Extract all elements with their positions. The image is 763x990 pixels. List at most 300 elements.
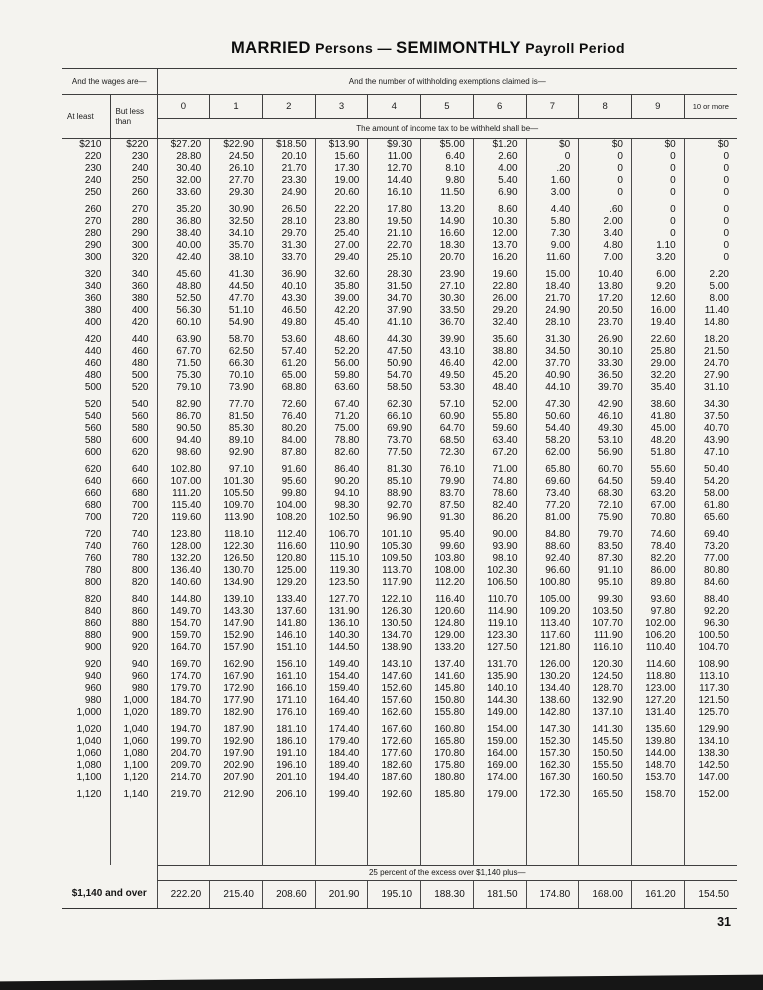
cell-tax-amount: 21.10 [368,228,421,240]
cell-tax-amount: 52.50 [157,293,210,305]
cell-tax-amount: 58.50 [368,382,421,394]
cell-tax-amount: 92.20 [684,606,737,618]
table-row [62,789,737,801]
cell-tax-amount: 12.60 [631,293,684,305]
cell-tax-amount: 15.00 [526,269,579,281]
cell-tax-amount: 212.90 [210,789,263,801]
cell-tax-amount: 92.40 [526,553,579,565]
cell-wage-at-least: 230 [84,163,102,174]
cell-tax-amount: 90.50 [157,423,210,435]
cell-tax-amount: 21.50 [684,346,737,358]
cell-tax-amount: 157.60 [368,695,421,707]
table-row [62,476,737,488]
cell-tax-amount: 85.10 [368,476,421,488]
cell-tax-amount: 98.30 [315,500,368,512]
cell-tax-amount: 126.30 [368,606,421,618]
cell-tax-amount: 17.20 [579,293,632,305]
cell-tax-amount: 47.50 [368,346,421,358]
cell-tax-amount: 46.50 [262,305,315,317]
cell-tax-amount: 90.00 [473,529,526,541]
cell-tax-amount: 77.50 [368,447,421,459]
cell-tax-amount: 100.80 [526,577,579,589]
cell-tax-amount: 11.00 [368,151,421,163]
cell-wage-less-than: 520 [110,382,157,394]
cell-tax-amount: 52.00 [473,399,526,411]
cell-tax-amount: 20.50 [579,305,632,317]
cell-tax-amount: 28.10 [262,216,315,228]
cell-tax-amount: 179.70 [157,683,210,695]
cell-tax-amount: 9.80 [421,175,474,187]
spacer-cell [368,801,421,865]
cell-tax-amount: 103.80 [421,553,474,565]
cell-tax-amount: $0 [579,139,632,152]
cell-wage-less-than: 270 [110,204,157,216]
cell-tax-amount: 117.60 [526,630,579,642]
cell-tax-amount: 33.50 [421,305,474,317]
cell-tax-amount: 87.80 [262,447,315,459]
cell-tax-amount: 48.20 [631,435,684,447]
cell-tax-amount: 64.50 [579,476,632,488]
cell-tax-amount: 170.80 [421,748,474,760]
cell-tax-amount: 181.10 [262,724,315,736]
cell-tax-amount: 101.10 [368,529,421,541]
cell-tax-amount: 50.60 [526,411,579,423]
cell-tax-amount: 194.40 [315,772,368,784]
cell-tax-amount: 28.10 [526,317,579,329]
cell-tax-amount: 125.70 [684,707,737,719]
cell-tax-amount: 41.30 [210,269,263,281]
cell-tax-amount: 88.40 [684,594,737,606]
cell-tax-amount: 22.70 [368,240,421,252]
cell-tax-amount: 134.70 [368,630,421,642]
cell-tax-amount: 75.30 [157,370,210,382]
cell-tax-amount: .20 [526,163,579,175]
cell-tax-amount: 172.90 [210,683,263,695]
cell-tax-amount: 16.20 [473,252,526,264]
cell-tax-amount: 73.90 [210,382,263,394]
cell-tax-amount: 0 [684,163,737,175]
cell-wage-less-than: 280 [110,216,157,228]
cell-tax-amount: 32.20 [631,370,684,382]
cell-tax-amount: 95.10 [579,577,632,589]
cell-tax-amount: 154.40 [315,671,368,683]
cell-tax-amount: 47.30 [526,399,579,411]
cell-tax-amount: 147.00 [684,772,737,784]
cell-wage-at-least: 480 [84,370,102,381]
cell-wage-less-than: 560 [110,411,157,423]
cell-tax-amount: 123.30 [473,630,526,642]
cell-wage-at-least: 620 [84,464,102,475]
cell-tax-amount: 96.30 [684,618,737,630]
cell-wage-less-than: 420 [110,317,157,329]
table-row [62,423,737,435]
cell-wage-at-least: 700 [84,512,102,523]
cell-tax-amount: 59.40 [631,476,684,488]
cell-tax-amount: 8.00 [684,293,737,305]
cell-tax-amount: 113.10 [684,671,737,683]
cell-tax-amount: 91.30 [421,512,474,524]
cell-tax-amount: 44.30 [368,334,421,346]
cell-tax-amount: 157.90 [210,642,263,654]
cell-tax-amount: 99.30 [579,594,632,606]
cell-tax-amount: 32.50 [210,216,263,228]
cell-tax-amount: 101.30 [210,476,263,488]
footer-tax-amount: 201.90 [315,880,368,908]
cell-tax-amount: 177.90 [210,695,263,707]
cell-tax-amount: 98.10 [473,553,526,565]
cell-tax-amount: 0 [579,187,632,199]
cell-tax-amount: 12.70 [368,163,421,175]
cell-tax-amount: 138.90 [368,642,421,654]
cell-tax-amount: 63.40 [473,435,526,447]
cell-tax-amount: 93.90 [473,541,526,553]
cell-tax-amount: 95.60 [262,476,315,488]
cell-tax-amount: 63.90 [157,334,210,346]
cell-tax-amount: 0 [579,151,632,163]
cell-tax-amount: 184.40 [315,748,368,760]
cell-tax-amount: 113.70 [368,565,421,577]
cell-tax-amount: 125.00 [262,565,315,577]
cell-tax-amount: $13.90 [315,139,368,152]
cell-tax-amount: 48.60 [315,334,368,346]
cell-tax-amount: 33.70 [262,252,315,264]
cell-wage-at-least: 360 [84,293,102,304]
cell-tax-amount: 51.10 [210,305,263,317]
cell-tax-amount: 67.70 [157,346,210,358]
cell-tax-amount: 29.70 [262,228,315,240]
cell-tax-amount: 149.00 [473,707,526,719]
cell-tax-amount: 194.70 [157,724,210,736]
cell-wage-less-than: 400 [110,305,157,317]
cell-wage-at-least: 380 [84,305,102,316]
cell-tax-amount: 13.20 [421,204,474,216]
cell-tax-amount: 39.90 [421,334,474,346]
cell-tax-amount: 147.60 [368,671,421,683]
cell-tax-amount: 39.00 [315,293,368,305]
cell-tax-amount: 155.80 [421,707,474,719]
cell-tax-amount: 122.30 [210,541,263,553]
cell-tax-amount: 199.70 [157,736,210,748]
cell-wage-at-least: 1,020 [76,724,102,735]
cell-tax-amount: 62.00 [526,447,579,459]
cell-wage-less-than: 680 [110,488,157,500]
cell-tax-amount: 49.50 [421,370,474,382]
cell-tax-amount: 162.60 [368,707,421,719]
footer-note-left-space [62,865,157,880]
cell-tax-amount: 78.80 [315,435,368,447]
table-row [62,464,737,476]
cell-tax-amount: 97.10 [210,464,263,476]
cell-tax-amount: 57.10 [421,399,474,411]
cell-tax-amount: 68.80 [262,382,315,394]
cell-tax-amount: 164.40 [315,695,368,707]
cell-tax-amount: 0 [684,204,737,216]
cell-tax-amount: 16.00 [631,305,684,317]
table-row [62,163,737,175]
cell-tax-amount: 27.70 [210,175,263,187]
cell-tax-amount: 161.10 [262,671,315,683]
cell-tax-amount: 2.00 [579,216,632,228]
header-row-columns [62,95,737,119]
cell-wage-at-least: 540 [84,411,102,422]
cell-tax-amount: 77.00 [684,553,737,565]
cell-tax-amount: 19.50 [368,216,421,228]
cell-tax-amount: 131.90 [315,606,368,618]
cell-wage-less-than: 1,060 [110,736,157,748]
cell-wage-at-least: 660 [84,488,102,499]
cell-tax-amount: 102.30 [473,565,526,577]
cell-wage-at-least: 300 [84,252,102,263]
cell-tax-amount: 110.90 [315,541,368,553]
title-payroll-period: Payroll Period [520,40,625,57]
cell-tax-amount: 36.80 [157,216,210,228]
cell-tax-amount: 58.70 [210,334,263,346]
cell-tax-amount: 117.30 [684,683,737,695]
cell-tax-amount: 64.70 [421,423,474,435]
group-spacer [62,801,737,865]
cell-tax-amount: 111.20 [157,488,210,500]
cell-wage-at-least: 320 [84,269,102,280]
cell-tax-amount: 28.80 [157,151,210,163]
cell-tax-amount: 123.00 [631,683,684,695]
cell-tax-amount: 68.50 [421,435,474,447]
cell-tax-amount: 180.80 [421,772,474,784]
table-row [62,411,737,423]
table-row [62,529,737,541]
cell-tax-amount: 141.60 [421,671,474,683]
cell-tax-amount: 33.60 [157,187,210,199]
cell-wage-less-than: 290 [110,228,157,240]
col-header-exemption-0: 0 [157,95,210,119]
cell-tax-amount: 19.40 [631,317,684,329]
cell-tax-amount: $0 [526,139,579,152]
cell-tax-amount: 18.30 [421,240,474,252]
cell-tax-amount: 25.80 [631,346,684,358]
cell-tax-amount: 106.20 [631,630,684,642]
cell-wage-less-than: 840 [110,594,157,606]
cell-tax-amount: 118.10 [210,529,263,541]
col-header-but-less-than: But less than [110,95,157,139]
spacer-cell [262,801,315,865]
amount-header: The amount of income tax to be withheld shall be— [157,119,737,139]
cell-tax-amount: 18.20 [684,334,737,346]
cell-wage-at-least: 800 [84,577,102,588]
cell-tax-amount: 40.10 [262,281,315,293]
cell-tax-amount: 73.40 [526,488,579,500]
cell-tax-amount: 82.20 [631,553,684,565]
cell-tax-amount: 136.40 [157,565,210,577]
cell-tax-amount: 39.70 [579,382,632,394]
cell-wage-at-least: 820 [84,594,102,605]
cell-tax-amount: 34.70 [368,293,421,305]
footer-tax-amount: 195.10 [368,880,421,908]
cell-tax-amount: 141.30 [579,724,632,736]
cell-tax-amount: 124.80 [421,618,474,630]
cell-tax-amount: 3.40 [579,228,632,240]
spacer-cell [421,801,474,865]
cell-tax-amount: 114.60 [631,659,684,671]
cell-wage-less-than: 1,020 [110,707,157,719]
cell-tax-amount: 167.30 [526,772,579,784]
cell-wage-less-than: 820 [110,577,157,589]
cell-tax-amount: 23.90 [421,269,474,281]
table-row [62,399,737,411]
cell-tax-amount: 23.80 [315,216,368,228]
cell-tax-amount: 145.80 [421,683,474,695]
cell-tax-amount: 10.40 [579,269,632,281]
cell-tax-amount: 109.20 [526,606,579,618]
cell-tax-amount: 164.70 [157,642,210,654]
cell-tax-amount: 136.10 [315,618,368,630]
cell-wage-at-least: 400 [84,317,102,328]
cell-tax-amount: 9.20 [631,281,684,293]
cell-tax-amount: 105.00 [526,594,579,606]
cell-tax-amount: 0 [684,240,737,252]
cell-tax-amount: 166.10 [262,683,315,695]
cell-wage-at-least: 960 [84,683,102,694]
cell-tax-amount: 196.10 [262,760,315,772]
footer-note: 25 percent of the excess over $1,140 plus— [157,865,737,880]
table-row [62,317,737,329]
cell-tax-amount: 59.60 [473,423,526,435]
cell-tax-amount: 82.90 [157,399,210,411]
cell-tax-amount: 28.30 [368,269,421,281]
footer-row [62,880,737,908]
cell-tax-amount: 129.00 [421,630,474,642]
cell-tax-amount: 13.80 [579,281,632,293]
cell-tax-amount: 0 [631,151,684,163]
cell-wage-less-than: 920 [110,642,157,654]
table-row [62,683,737,695]
col-header-exemption-9: 9 [631,95,684,119]
cell-tax-amount: 53.30 [421,382,474,394]
cell-tax-amount: 66.10 [368,411,421,423]
cell-wage-less-than: 1,000 [110,695,157,707]
cell-tax-amount: 22.80 [473,281,526,293]
cell-tax-amount: 142.50 [684,760,737,772]
cell-tax-amount: 14.80 [684,317,737,329]
cell-tax-amount: 81.30 [368,464,421,476]
cell-tax-amount: 65.60 [684,512,737,524]
cell-tax-amount: 133.20 [421,642,474,654]
cell-wage-less-than: 740 [110,529,157,541]
cell-tax-amount: 26.50 [262,204,315,216]
title-persons: Persons — [310,40,397,57]
cell-tax-amount: 60.70 [579,464,632,476]
cell-tax-amount: 75.90 [579,512,632,524]
exemptions-header: And the number of withholding exemptions claimed is— [157,69,737,95]
cell-tax-amount: $0 [631,139,684,152]
cell-tax-amount: 103.50 [579,606,632,618]
cell-tax-amount: 77.70 [210,399,263,411]
cell-tax-amount: 174.40 [315,724,368,736]
cell-tax-amount: 70.80 [631,512,684,524]
cell-tax-amount: 36.70 [421,317,474,329]
cell-tax-amount: 96.60 [526,565,579,577]
cell-tax-amount: 49.30 [579,423,632,435]
cell-wage-at-least: $210 [79,139,102,150]
cell-tax-amount: 32.40 [473,317,526,329]
table-row [62,175,737,187]
cell-tax-amount: 5.00 [684,281,737,293]
cell-tax-amount: 56.00 [315,358,368,370]
cell-tax-amount: 24.90 [526,305,579,317]
wages-header: And the wages are— [62,69,157,95]
cell-tax-amount: 79.10 [157,382,210,394]
cell-tax-amount: 189.70 [157,707,210,719]
cell-tax-amount: 16.10 [368,187,421,199]
cell-tax-amount: 31.50 [368,281,421,293]
cell-wage-at-least: 740 [84,541,102,552]
cell-wage-at-least: 760 [84,553,102,564]
cell-tax-amount: 88.90 [368,488,421,500]
cell-wage-at-least: 900 [84,642,102,653]
table-row [62,772,737,784]
cell-tax-amount: $27.20 [157,139,210,152]
cell-wage-less-than: 880 [110,618,157,630]
cell-wage-at-least: 1,080 [76,760,102,771]
table-row [62,216,737,228]
cell-tax-amount: 109.70 [210,500,263,512]
cell-wage-less-than: 640 [110,464,157,476]
table-row [62,577,737,589]
cell-tax-amount: 121.50 [684,695,737,707]
cell-tax-amount: 54.70 [368,370,421,382]
cell-tax-amount: 109.50 [368,553,421,565]
cell-tax-amount: 144.80 [157,594,210,606]
cell-tax-amount: 84.00 [262,435,315,447]
cell-tax-amount: 16.60 [421,228,474,240]
cell-tax-amount: 25.40 [315,228,368,240]
cell-tax-amount: 149.40 [315,659,368,671]
cell-tax-amount: 140.30 [315,630,368,642]
cell-wage-less-than: 600 [110,435,157,447]
cell-tax-amount: 42.20 [315,305,368,317]
header-row-amount [62,119,737,139]
cell-wage-at-least: 1,120 [76,789,102,800]
cell-tax-amount: 26.00 [473,293,526,305]
table-row [62,630,737,642]
cell-tax-amount: 29.40 [315,252,368,264]
spacer-cell [62,801,110,865]
cell-wage-less-than: 240 [110,163,157,175]
table-row [62,346,737,358]
scan-edge [0,975,763,990]
cell-tax-amount: 47.70 [210,293,263,305]
cell-tax-amount: 107.00 [157,476,210,488]
cell-wage-less-than: 230 [110,151,157,163]
cell-tax-amount: 82.40 [473,500,526,512]
cell-wage-at-least: 270 [84,216,102,227]
cell-tax-amount: 6.00 [631,269,684,281]
cell-tax-amount: 110.70 [473,594,526,606]
cell-tax-amount: 26.90 [579,334,632,346]
cell-tax-amount: 3.20 [631,252,684,264]
cell-tax-amount: 123.80 [157,529,210,541]
cell-wage-less-than: 460 [110,346,157,358]
footer-tax-amount: 208.60 [262,880,315,908]
cell-tax-amount: 186.10 [262,736,315,748]
cell-tax-amount: 40.00 [157,240,210,252]
cell-tax-amount: 132.90 [579,695,632,707]
cell-wage-at-least: 1,100 [76,772,102,783]
cell-tax-amount: 113.40 [526,618,579,630]
cell-tax-amount: 0 [631,216,684,228]
spacer-cell [579,801,632,865]
cell-tax-amount: 8.10 [421,163,474,175]
cell-tax-amount: 49.80 [262,317,315,329]
cell-tax-amount: 30.10 [579,346,632,358]
